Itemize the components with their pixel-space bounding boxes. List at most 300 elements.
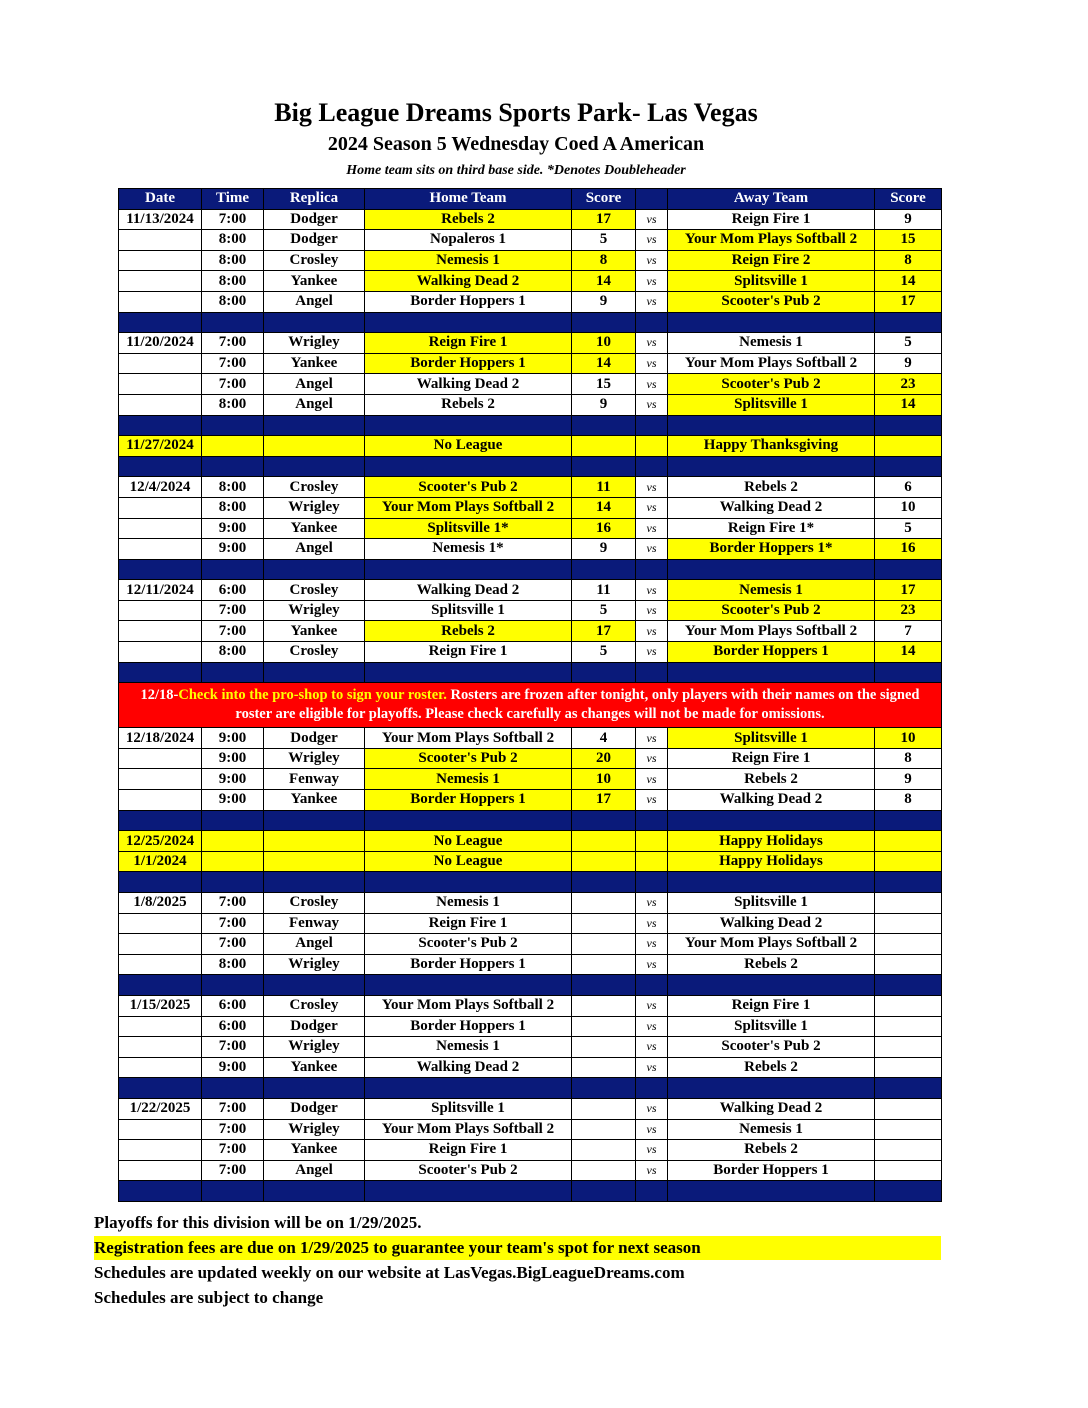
home-score-cell: 10 [572, 333, 636, 354]
table-row [119, 539, 942, 560]
replica-cell: Yankee [264, 621, 365, 642]
away-team-cell: Scooter's Pub 2 [668, 600, 875, 621]
home-score-cell: 14 [572, 497, 636, 518]
home-team-cell: Splitsville 1* [365, 518, 572, 539]
away-score-cell: 5 [875, 333, 942, 354]
home-score-cell [572, 1016, 636, 1037]
vs-cell: vs [636, 230, 668, 251]
table-row [119, 250, 942, 271]
away-team-cell: Nemesis 1 [668, 333, 875, 354]
away-team-cell: Walking Dead 2 [668, 790, 875, 811]
separator-row [119, 1181, 942, 1202]
away-score-cell [875, 1037, 942, 1058]
replica-cell: Crosley [264, 580, 365, 601]
col-header-time: Time [202, 189, 264, 210]
table-row [119, 954, 942, 975]
away-team-cell: Scooter's Pub 2 [668, 374, 875, 395]
date-cell [119, 291, 202, 312]
time-cell: 7:00 [202, 934, 264, 955]
home-score-cell: 14 [572, 353, 636, 374]
away-score-cell: 8 [875, 790, 942, 811]
table-row [119, 271, 942, 292]
away-team-cell: Nemesis 1 [668, 1119, 875, 1140]
vs-cell: vs [636, 1160, 668, 1181]
time-cell: 7:00 [202, 1037, 264, 1058]
away-score-cell: 10 [875, 497, 942, 518]
date-cell [119, 1140, 202, 1161]
vs-cell: vs [636, 394, 668, 415]
date-cell [119, 497, 202, 518]
away-score-cell: 14 [875, 271, 942, 292]
vs-cell: vs [636, 600, 668, 621]
date-cell [119, 518, 202, 539]
date-cell [119, 748, 202, 769]
date-cell: 11/20/2024 [119, 333, 202, 354]
table-row [119, 621, 942, 642]
home-team-cell: Rebels 2 [365, 209, 572, 230]
away-team-cell: Reign Fire 1 [668, 748, 875, 769]
notice-text: Rosters are frozen after tonight, only players with their names on the signed roster are eligible for playoffs. Please check carefully as changes will not be made for omissions. [235, 687, 920, 723]
away-score-cell: 5 [875, 518, 942, 539]
home-score-cell: 5 [572, 600, 636, 621]
replica-cell: Wrigley [264, 600, 365, 621]
vs-cell: vs [636, 539, 668, 560]
holiday-row [119, 436, 942, 457]
time-cell: 7:00 [202, 353, 264, 374]
vs-cell: vs [636, 790, 668, 811]
time-cell: 9:00 [202, 728, 264, 749]
vs-cell: vs [636, 1016, 668, 1037]
footer-disclaimer: Schedules are subject to change [94, 1288, 324, 1307]
away-team-cell: Walking Dead 2 [668, 1098, 875, 1119]
home-team-cell: Scooter's Pub 2 [365, 748, 572, 769]
away-score-cell: 23 [875, 600, 942, 621]
away-score-cell: 9 [875, 353, 942, 374]
home-score-cell: 11 [572, 580, 636, 601]
time-cell: 9:00 [202, 748, 264, 769]
table-row [119, 518, 942, 539]
table-row [119, 1098, 942, 1119]
separator-row [119, 872, 942, 893]
away-team-cell: Rebels 2 [668, 954, 875, 975]
separator-row [119, 662, 942, 683]
replica-cell: Yankee [264, 518, 365, 539]
vs-cell: vs [636, 518, 668, 539]
home-team-cell: Walking Dead 2 [365, 271, 572, 292]
time-cell: 9:00 [202, 769, 264, 790]
replica-cell: Dodger [264, 1098, 365, 1119]
replica-cell: Wrigley [264, 1037, 365, 1058]
date-cell: 1/15/2025 [119, 995, 202, 1016]
home-score-cell: 4 [572, 728, 636, 749]
away-score-cell: 7 [875, 621, 942, 642]
replica-cell: Fenway [264, 913, 365, 934]
home-score-cell: 17 [572, 790, 636, 811]
away-team-cell: Nemesis 1 [668, 580, 875, 601]
home-team-cell: No League [365, 831, 572, 852]
date-cell [119, 1119, 202, 1140]
away-score-cell [875, 893, 942, 914]
replica-cell: Dodger [264, 1016, 365, 1037]
col-header-away-score: Score [875, 189, 942, 210]
separator-row [119, 456, 942, 477]
separator-row [119, 1078, 942, 1099]
home-score-cell [572, 995, 636, 1016]
replica-cell: Dodger [264, 209, 365, 230]
replica-cell: Crosley [264, 250, 365, 271]
away-team-cell: Walking Dead 2 [668, 497, 875, 518]
away-score-cell [875, 1160, 942, 1181]
table-row [119, 1016, 942, 1037]
date-cell: 12/11/2024 [119, 580, 202, 601]
table-row [119, 477, 942, 498]
time-cell: 8:00 [202, 250, 264, 271]
date-cell [119, 374, 202, 395]
notice-highlight: Check into the pro-shop to sign your roster. [178, 687, 447, 704]
home-team-cell: No League [365, 436, 572, 457]
home-team-cell: Your Mom Plays Softball 2 [365, 995, 572, 1016]
time-cell: 8:00 [202, 230, 264, 251]
home-score-cell: 9 [572, 539, 636, 560]
replica-cell: Yankee [264, 790, 365, 811]
replica-cell: Crosley [264, 893, 365, 914]
date-cell: 12/4/2024 [119, 477, 202, 498]
away-team-cell: Reign Fire 1 [668, 995, 875, 1016]
date-cell: 12/18/2024 [119, 728, 202, 749]
home-team-cell: Walking Dead 2 [365, 580, 572, 601]
away-team-cell: Splitsville 1 [668, 271, 875, 292]
home-score-cell [572, 1098, 636, 1119]
table-row [119, 1119, 942, 1140]
home-score-cell [572, 954, 636, 975]
time-cell: 7:00 [202, 893, 264, 914]
home-team-cell: Nemesis 1 [365, 250, 572, 271]
away-score-cell: 8 [875, 748, 942, 769]
vs-cell: vs [636, 250, 668, 271]
time-cell: 7:00 [202, 1160, 264, 1181]
table-row [119, 353, 942, 374]
date-cell [119, 790, 202, 811]
vs-cell: vs [636, 913, 668, 934]
away-team-cell: Splitsville 1 [668, 893, 875, 914]
away-score-cell: 8 [875, 250, 942, 271]
replica-cell: Wrigley [264, 333, 365, 354]
away-team-cell: Your Mom Plays Softball 2 [668, 353, 875, 374]
replica-cell: Angel [264, 1160, 365, 1181]
separator-row [119, 810, 942, 831]
vs-cell: vs [636, 271, 668, 292]
table-row [119, 230, 942, 251]
separator-row [119, 415, 942, 436]
home-score-cell: 9 [572, 291, 636, 312]
away-team-cell: Splitsville 1 [668, 1016, 875, 1037]
vs-cell: vs [636, 621, 668, 642]
home-team-cell: Border Hoppers 1 [365, 790, 572, 811]
away-score-cell [875, 1057, 942, 1078]
away-score-cell: 14 [875, 642, 942, 663]
time-cell: 6:00 [202, 580, 264, 601]
home-team-cell: Scooter's Pub 2 [365, 477, 572, 498]
time-cell: 8:00 [202, 291, 264, 312]
replica-cell: Wrigley [264, 748, 365, 769]
away-team-cell: Happy Holidays [668, 851, 875, 872]
time-cell: 7:00 [202, 374, 264, 395]
home-score-cell: 9 [572, 394, 636, 415]
away-team-cell: Reign Fire 1 [668, 209, 875, 230]
away-score-cell [875, 1016, 942, 1037]
away-team-cell: Happy Thanksgiving [668, 436, 875, 457]
away-score-cell: 17 [875, 580, 942, 601]
replica-cell: Wrigley [264, 954, 365, 975]
away-score-cell: 15 [875, 230, 942, 251]
away-team-cell: Border Hoppers 1 [668, 642, 875, 663]
schedule-table [118, 188, 942, 1202]
table-row [119, 600, 942, 621]
home-score-cell [572, 913, 636, 934]
time-cell: 9:00 [202, 539, 264, 560]
table-row [119, 1140, 942, 1161]
away-score-cell: 16 [875, 539, 942, 560]
vs-cell: vs [636, 1119, 668, 1140]
date-cell [119, 271, 202, 292]
table-row [119, 790, 942, 811]
home-score-cell: 11 [572, 477, 636, 498]
away-score-cell: 9 [875, 769, 942, 790]
home-team-cell: Nopaleros 1 [365, 230, 572, 251]
table-row [119, 333, 942, 354]
home-score-cell: 8 [572, 250, 636, 271]
table-row [119, 209, 942, 230]
time-cell: 9:00 [202, 790, 264, 811]
time-cell: 8:00 [202, 477, 264, 498]
date-cell: 1/8/2025 [119, 893, 202, 914]
home-team-cell: Your Mom Plays Softball 2 [365, 1119, 572, 1140]
vs-cell: vs [636, 1140, 668, 1161]
table-row [119, 497, 942, 518]
time-cell: 7:00 [202, 333, 264, 354]
col-header-home-score: Score [572, 189, 636, 210]
vs-cell: vs [636, 1098, 668, 1119]
away-team-cell: Rebels 2 [668, 1057, 875, 1078]
vs-cell: vs [636, 353, 668, 374]
away-team-cell: Your Mom Plays Softball 2 [668, 230, 875, 251]
vs-cell: vs [636, 374, 668, 395]
vs-cell: vs [636, 209, 668, 230]
table-header-row [119, 189, 942, 210]
away-team-cell: Scooter's Pub 2 [668, 291, 875, 312]
home-score-cell: 16 [572, 518, 636, 539]
separator-row [119, 975, 942, 996]
date-cell [119, 230, 202, 251]
home-score-cell: 17 [572, 621, 636, 642]
header-note: Home team sits on third base side. *Denotes Doubleheader [346, 163, 686, 178]
table-row [119, 374, 942, 395]
away-score-cell: 6 [875, 477, 942, 498]
table-row [119, 913, 942, 934]
home-team-cell: Border Hoppers 1 [365, 1016, 572, 1037]
home-team-cell: Your Mom Plays Softball 2 [365, 728, 572, 749]
time-cell: 8:00 [202, 497, 264, 518]
home-team-cell: Splitsville 1 [365, 600, 572, 621]
vs-cell: vs [636, 893, 668, 914]
away-score-cell [875, 1098, 942, 1119]
replica-cell: Crosley [264, 995, 365, 1016]
table-row [119, 893, 942, 914]
table-row [119, 769, 942, 790]
date-cell [119, 1160, 202, 1181]
col-header-away-team: Away Team [668, 189, 875, 210]
home-team-cell: Rebels 2 [365, 621, 572, 642]
home-team-cell: Rebels 2 [365, 394, 572, 415]
home-team-cell: Border Hoppers 1 [365, 353, 572, 374]
vs-cell: vs [636, 291, 668, 312]
col-header-vs [636, 189, 668, 210]
home-score-cell: 15 [572, 374, 636, 395]
away-team-cell: Your Mom Plays Softball 2 [668, 621, 875, 642]
home-team-cell: Border Hoppers 1 [365, 954, 572, 975]
away-team-cell: Your Mom Plays Softball 2 [668, 934, 875, 955]
vs-cell: vs [636, 333, 668, 354]
home-team-cell: Scooter's Pub 2 [365, 934, 572, 955]
away-score-cell: 10 [875, 728, 942, 749]
table-row [119, 291, 942, 312]
away-score-cell: 14 [875, 394, 942, 415]
date-cell [119, 621, 202, 642]
away-team-cell: Scooter's Pub 2 [668, 1037, 875, 1058]
date-cell [119, 913, 202, 934]
table-row [119, 394, 942, 415]
notice-prefix: 12/18- [140, 687, 179, 704]
replica-cell: Yankee [264, 271, 365, 292]
home-team-cell: Border Hoppers 1 [365, 291, 572, 312]
replica-cell: Angel [264, 934, 365, 955]
home-score-cell: 10 [572, 769, 636, 790]
home-score-cell [572, 1037, 636, 1058]
home-team-cell: Nemesis 1* [365, 539, 572, 560]
vs-cell: vs [636, 995, 668, 1016]
time-cell: 8:00 [202, 271, 264, 292]
home-score-cell [572, 893, 636, 914]
away-score-cell [875, 954, 942, 975]
date-cell [119, 642, 202, 663]
table-row [119, 748, 942, 769]
time-cell: 8:00 [202, 394, 264, 415]
date-cell [119, 1016, 202, 1037]
home-team-cell: No League [365, 851, 572, 872]
away-score-cell: 17 [875, 291, 942, 312]
date-cell: 12/25/2024 [119, 831, 202, 852]
date-cell [119, 954, 202, 975]
home-team-cell: Reign Fire 1 [365, 642, 572, 663]
away-team-cell: Rebels 2 [668, 1140, 875, 1161]
away-score-cell [875, 913, 942, 934]
home-score-cell [572, 1119, 636, 1140]
away-team-cell: Reign Fire 2 [668, 250, 875, 271]
replica-cell: Wrigley [264, 497, 365, 518]
time-cell: 8:00 [202, 642, 264, 663]
away-team-cell: Happy Holidays [668, 831, 875, 852]
time-cell: 7:00 [202, 913, 264, 934]
replica-cell: Dodger [264, 728, 365, 749]
separator-row [119, 559, 942, 580]
footer-playoffs: Playoffs for this division will be on 1/29/2025. [94, 1213, 422, 1232]
date-cell: 11/13/2024 [119, 209, 202, 230]
home-score-cell [572, 1057, 636, 1078]
home-team-cell: Reign Fire 1 [365, 913, 572, 934]
col-header-home-team: Home Team [365, 189, 572, 210]
vs-cell: vs [636, 1037, 668, 1058]
date-cell [119, 539, 202, 560]
home-score-cell: 5 [572, 230, 636, 251]
away-team-cell: Rebels 2 [668, 477, 875, 498]
away-team-cell: Rebels 2 [668, 769, 875, 790]
footer-website: Schedules are updated weekly on our website at LasVegas.BigLeagueDreams.com [94, 1263, 685, 1282]
time-cell: 7:00 [202, 600, 264, 621]
vs-cell: vs [636, 934, 668, 955]
away-team-cell: Splitsville 1 [668, 728, 875, 749]
home-team-cell: Nemesis 1 [365, 1037, 572, 1058]
vs-cell: vs [636, 642, 668, 663]
away-team-cell: Splitsville 1 [668, 394, 875, 415]
table-row [119, 1057, 942, 1078]
vs-cell: vs [636, 728, 668, 749]
replica-cell: Yankee [264, 1140, 365, 1161]
replica-cell: Crosley [264, 477, 365, 498]
holiday-row [119, 831, 942, 852]
home-score-cell: 20 [572, 748, 636, 769]
notice-row [119, 683, 942, 728]
vs-cell: vs [636, 748, 668, 769]
vs-cell: vs [636, 477, 668, 498]
away-score-cell [875, 1140, 942, 1161]
away-team-cell: Walking Dead 2 [668, 913, 875, 934]
col-header-date: Date [119, 189, 202, 210]
date-cell: 1/1/2024 [119, 851, 202, 872]
replica-cell: Angel [264, 374, 365, 395]
holiday-row [119, 851, 942, 872]
away-score-cell [875, 934, 942, 955]
home-team-cell: Nemesis 1 [365, 893, 572, 914]
away-score-cell [875, 995, 942, 1016]
vs-cell: vs [636, 580, 668, 601]
replica-cell: Yankee [264, 353, 365, 374]
vs-cell: vs [636, 954, 668, 975]
home-team-cell: Nemesis 1 [365, 769, 572, 790]
home-team-cell: Reign Fire 1 [365, 1140, 572, 1161]
replica-cell: Dodger [264, 230, 365, 251]
home-team-cell: Reign Fire 1 [365, 333, 572, 354]
replica-cell: Crosley [264, 642, 365, 663]
time-cell: 7:00 [202, 209, 264, 230]
home-score-cell: 5 [572, 642, 636, 663]
table-row [119, 1037, 942, 1058]
table-row [119, 995, 942, 1016]
table-row [119, 934, 942, 955]
separator-row [119, 312, 942, 333]
away-team-cell: Border Hoppers 1* [668, 539, 875, 560]
home-team-cell: Scooter's Pub 2 [365, 1160, 572, 1181]
date-cell [119, 769, 202, 790]
time-cell: 9:00 [202, 1057, 264, 1078]
table-row [119, 642, 942, 663]
table-row [119, 728, 942, 749]
vs-cell: vs [636, 1057, 668, 1078]
replica-cell: Angel [264, 394, 365, 415]
vs-cell: vs [636, 769, 668, 790]
date-cell: 11/27/2024 [119, 436, 202, 457]
away-score-cell: 9 [875, 209, 942, 230]
date-cell [119, 1057, 202, 1078]
